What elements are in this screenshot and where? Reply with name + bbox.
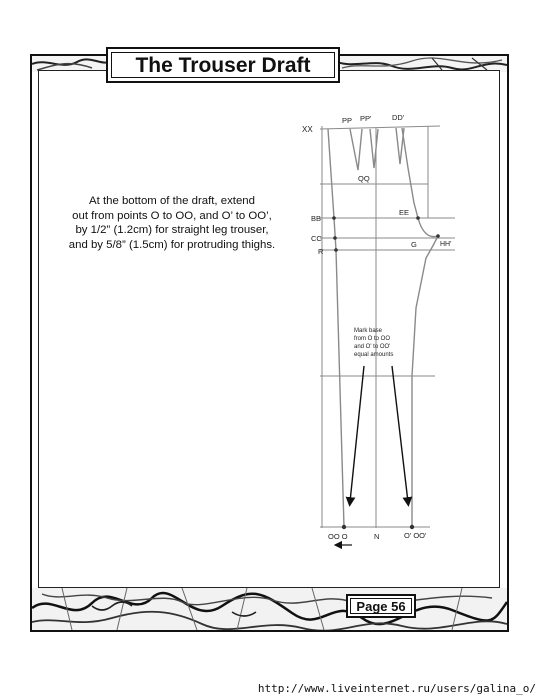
title-box xyxy=(106,47,340,83)
label-qq: QQ xyxy=(358,174,370,183)
page-number: Page 56 xyxy=(356,599,406,614)
label-pp-prime: PP' xyxy=(360,114,372,123)
label-dd-prime: DD' xyxy=(392,113,405,122)
instruction-text xyxy=(48,194,296,252)
label-r: R xyxy=(318,247,324,256)
trouser-draft-diagram xyxy=(300,108,465,553)
instruction-line: At the bottom of the draft, extend xyxy=(89,195,255,207)
note-line: equal amounts xyxy=(354,352,394,358)
label-bb: BB xyxy=(311,214,322,223)
draft-points xyxy=(332,216,440,529)
label-pp: PP xyxy=(342,116,353,125)
arrow-left xyxy=(350,366,364,502)
instruction-line: and by 5/8” (1.5cm) for protruding thighs. xyxy=(68,238,276,251)
instruction-line: by 1/2” (1.2cm) for straight leg trouser, xyxy=(75,224,269,236)
page-title: The Trouser Draft xyxy=(135,54,311,77)
label-cc: CC xyxy=(311,234,322,243)
note-line: Mark base xyxy=(354,328,383,334)
arrow-right xyxy=(392,366,408,502)
guide-lines xyxy=(320,126,455,528)
note-line: and O' to OO' xyxy=(354,344,391,350)
label-ee: EE xyxy=(399,208,410,217)
label-n: N xyxy=(374,532,380,541)
label-g: G xyxy=(411,240,417,249)
trouser-outline xyxy=(328,128,438,527)
page-number-box xyxy=(346,594,416,618)
label-oo-o: OO O xyxy=(328,532,348,541)
instruction-line: out from points O to OO, and O’ to OO’, xyxy=(72,209,272,222)
label-xx: XX xyxy=(302,125,313,134)
marble-border-bottom xyxy=(32,588,507,630)
note-line: from O to OO xyxy=(354,336,391,342)
label-o-prime-oo-prime: O' OO' xyxy=(404,531,427,540)
source-url: http://www.liveinternet.ru/users/galina_o/ xyxy=(257,682,536,695)
label-hh-prime: HH' xyxy=(440,241,452,248)
